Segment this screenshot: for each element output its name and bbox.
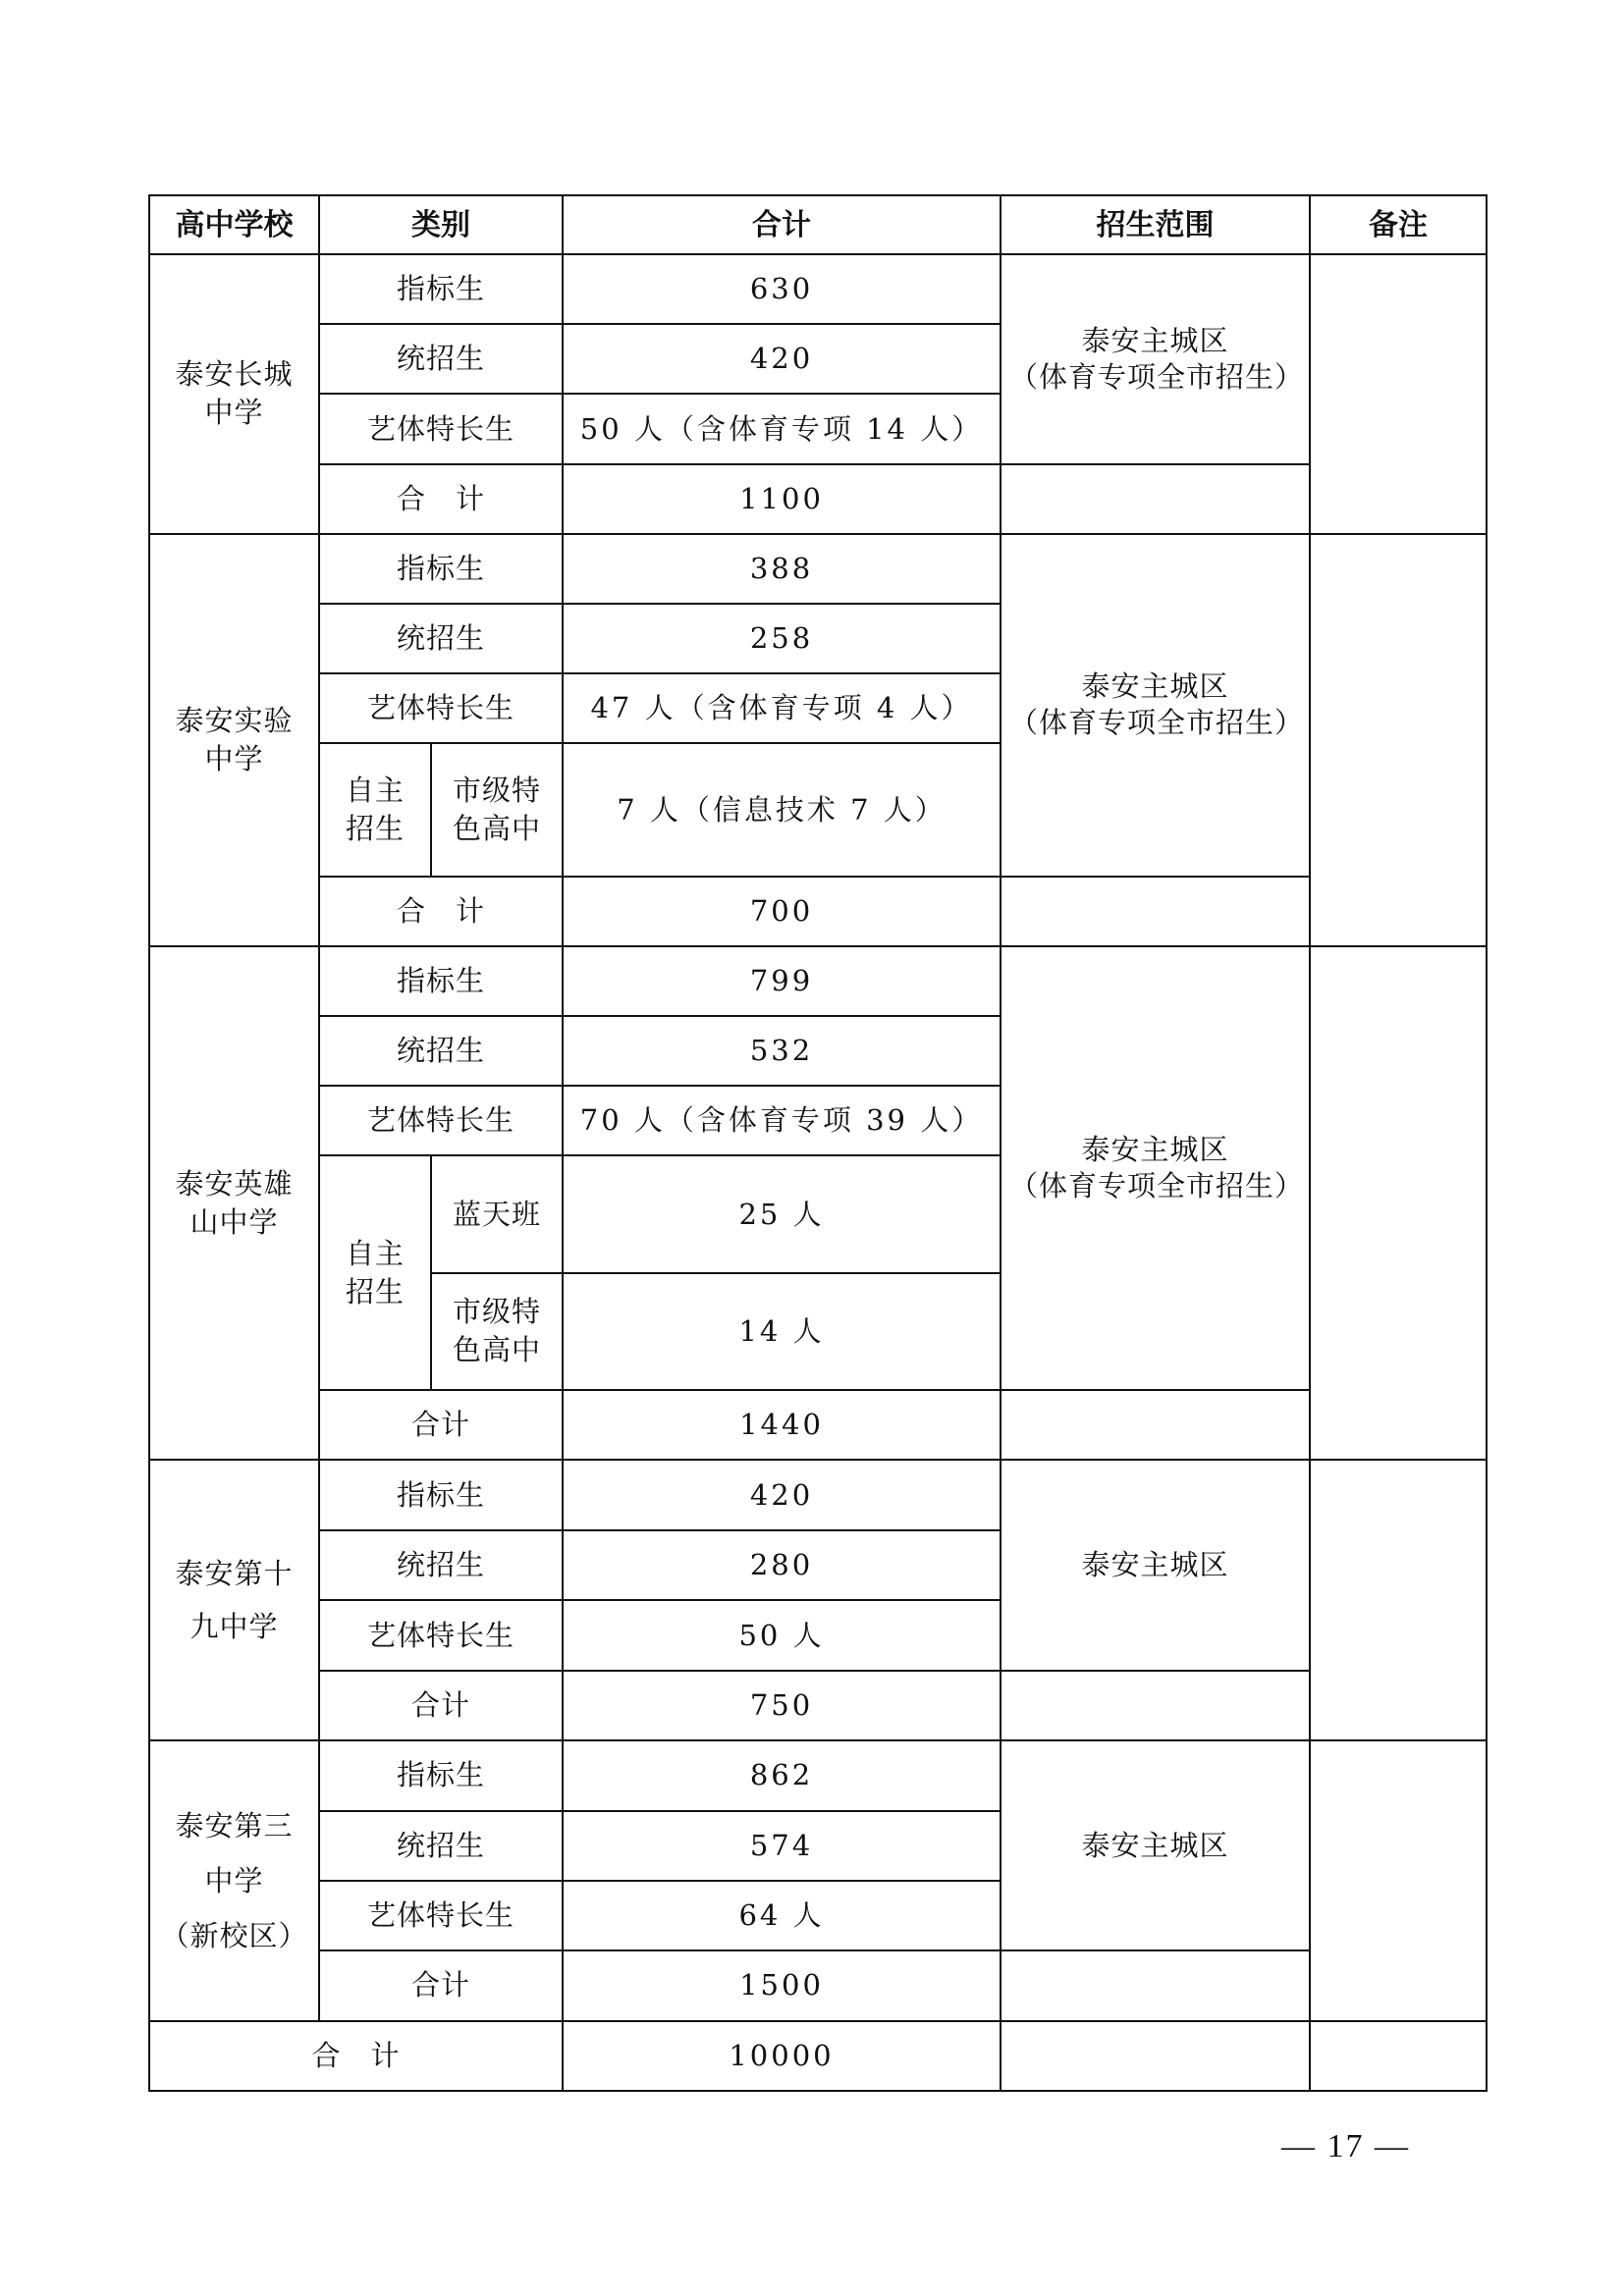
table-row — [149, 464, 1487, 534]
category-unified: 统招生 — [319, 1016, 563, 1086]
subtotal-label: 合计 — [319, 1671, 563, 1740]
value-quota: 862 — [563, 1740, 1001, 1811]
table-row — [149, 534, 1487, 604]
category-quota: 指标生 — [319, 946, 563, 1016]
value-unified: 420 — [563, 324, 1001, 394]
page-number: — 17 — — [1281, 2128, 1410, 2164]
scope-empty-cell — [1001, 1390, 1310, 1460]
header-total: 合计 — [563, 195, 1001, 254]
category-art-sports: 艺体特长生 — [319, 673, 563, 743]
note-cell — [1310, 534, 1487, 946]
value-subtotal: 700 — [563, 877, 1001, 946]
value-art-sports: 50 人 — [563, 1600, 1001, 1670]
subtotal-label: 合计 — [319, 1390, 563, 1460]
school-name-changcheng: 泰安长城 中学 — [149, 254, 319, 534]
value-art-sports: 70 人（含体育专项 39 人） — [563, 1086, 1001, 1155]
header-school: 高中学校 — [149, 195, 319, 254]
value-art-sports: 50 人（含体育专项 14 人） — [563, 394, 1001, 463]
table-row — [149, 1460, 1487, 1530]
header-scope: 招生范围 — [1001, 195, 1310, 254]
category-art-sports: 艺体特长生 — [319, 394, 563, 463]
table-row — [149, 1950, 1487, 2020]
scope-cell: 泰安主城区 （体育专项全市招生） — [1001, 254, 1310, 464]
scope-empty-cell — [1001, 2021, 1310, 2091]
enrollment-table — [148, 194, 1488, 2092]
subtotal-label: 合 计 — [319, 464, 563, 534]
school-name-shiyan: 泰安实验 中学 — [149, 534, 319, 946]
category-city-feature: 市级特 色高中 — [431, 1273, 563, 1390]
scope-cell: 泰安主城区 （体育专项全市招生） — [1001, 946, 1310, 1390]
note-cell — [1310, 254, 1487, 534]
school-name-third: 泰安第三 中学 （新校区） — [149, 1740, 319, 2021]
header-note: 备注 — [1310, 195, 1487, 254]
category-quota: 指标生 — [319, 1460, 563, 1530]
value-quota: 420 — [563, 1460, 1001, 1530]
header-row — [149, 195, 1487, 254]
value-subtotal: 1440 — [563, 1390, 1001, 1460]
value-art-sports: 64 人 — [563, 1881, 1001, 1950]
category-unified: 统招生 — [319, 1811, 563, 1881]
scope-cell: 泰安主城区 — [1001, 1740, 1310, 1951]
category-art-sports: 艺体特长生 — [319, 1600, 563, 1670]
school-name-yingxiongshan: 泰安英雄 山中学 — [149, 946, 319, 1460]
value-quota: 799 — [563, 946, 1001, 1016]
scope-empty-cell — [1001, 1950, 1310, 2020]
value-subtotal: 1100 — [563, 464, 1001, 534]
note-cell — [1310, 2021, 1487, 2091]
table-row — [149, 877, 1487, 946]
table-row — [149, 1740, 1487, 1811]
scope-cell: 泰安主城区 （体育专项全市招生） — [1001, 534, 1310, 877]
category-quota: 指标生 — [319, 1740, 563, 1811]
value-unified: 258 — [563, 604, 1001, 673]
category-blue-sky: 蓝天班 — [431, 1155, 563, 1272]
table-row — [149, 946, 1487, 1016]
header-category: 类别 — [319, 195, 563, 254]
scope-cell: 泰安主城区 — [1001, 1460, 1310, 1671]
value-art-sports: 47 人（含体育专项 4 人） — [563, 673, 1001, 743]
subtotal-label: 合 计 — [319, 877, 563, 946]
category-unified: 统招生 — [319, 604, 563, 673]
value-city-feature: 7 人（信息技术 7 人） — [563, 743, 1001, 876]
value-unified: 280 — [563, 1530, 1001, 1600]
category-city-feature: 市级特 色高中 — [431, 743, 563, 876]
grand-total-label: 合 计 — [149, 2021, 563, 2091]
category-unified: 统招生 — [319, 1530, 563, 1600]
value-quota: 388 — [563, 534, 1001, 604]
value-quota: 630 — [563, 254, 1001, 324]
category-self-enroll: 自主 招生 — [319, 1155, 431, 1390]
value-unified: 574 — [563, 1811, 1001, 1881]
category-quota: 指标生 — [319, 254, 563, 324]
school-name-nineteenth: 泰安第十 九中学 — [149, 1460, 319, 1740]
note-cell — [1310, 946, 1487, 1460]
scope-empty-cell — [1001, 877, 1310, 946]
scope-empty-cell — [1001, 1671, 1310, 1740]
category-quota: 指标生 — [319, 534, 563, 604]
value-subtotal: 1500 — [563, 1950, 1001, 2020]
value-blue-sky: 25 人 — [563, 1155, 1001, 1272]
note-cell — [1310, 1460, 1487, 1740]
value-subtotal: 750 — [563, 1671, 1001, 1740]
category-unified: 统招生 — [319, 324, 563, 394]
table-row — [149, 254, 1487, 324]
table-row — [149, 1390, 1487, 1460]
value-unified: 532 — [563, 1016, 1001, 1086]
category-art-sports: 艺体特长生 — [319, 1086, 563, 1155]
grand-total-value: 10000 — [563, 2021, 1001, 2091]
grand-total-row — [149, 2021, 1487, 2091]
category-art-sports: 艺体特长生 — [319, 1881, 563, 1950]
table-row — [149, 1671, 1487, 1740]
scope-empty-cell — [1001, 464, 1310, 534]
category-self-enroll: 自主 招生 — [319, 743, 431, 876]
note-cell — [1310, 1740, 1487, 2021]
subtotal-label: 合计 — [319, 1950, 563, 2020]
value-city-feature: 14 人 — [563, 1273, 1001, 1390]
